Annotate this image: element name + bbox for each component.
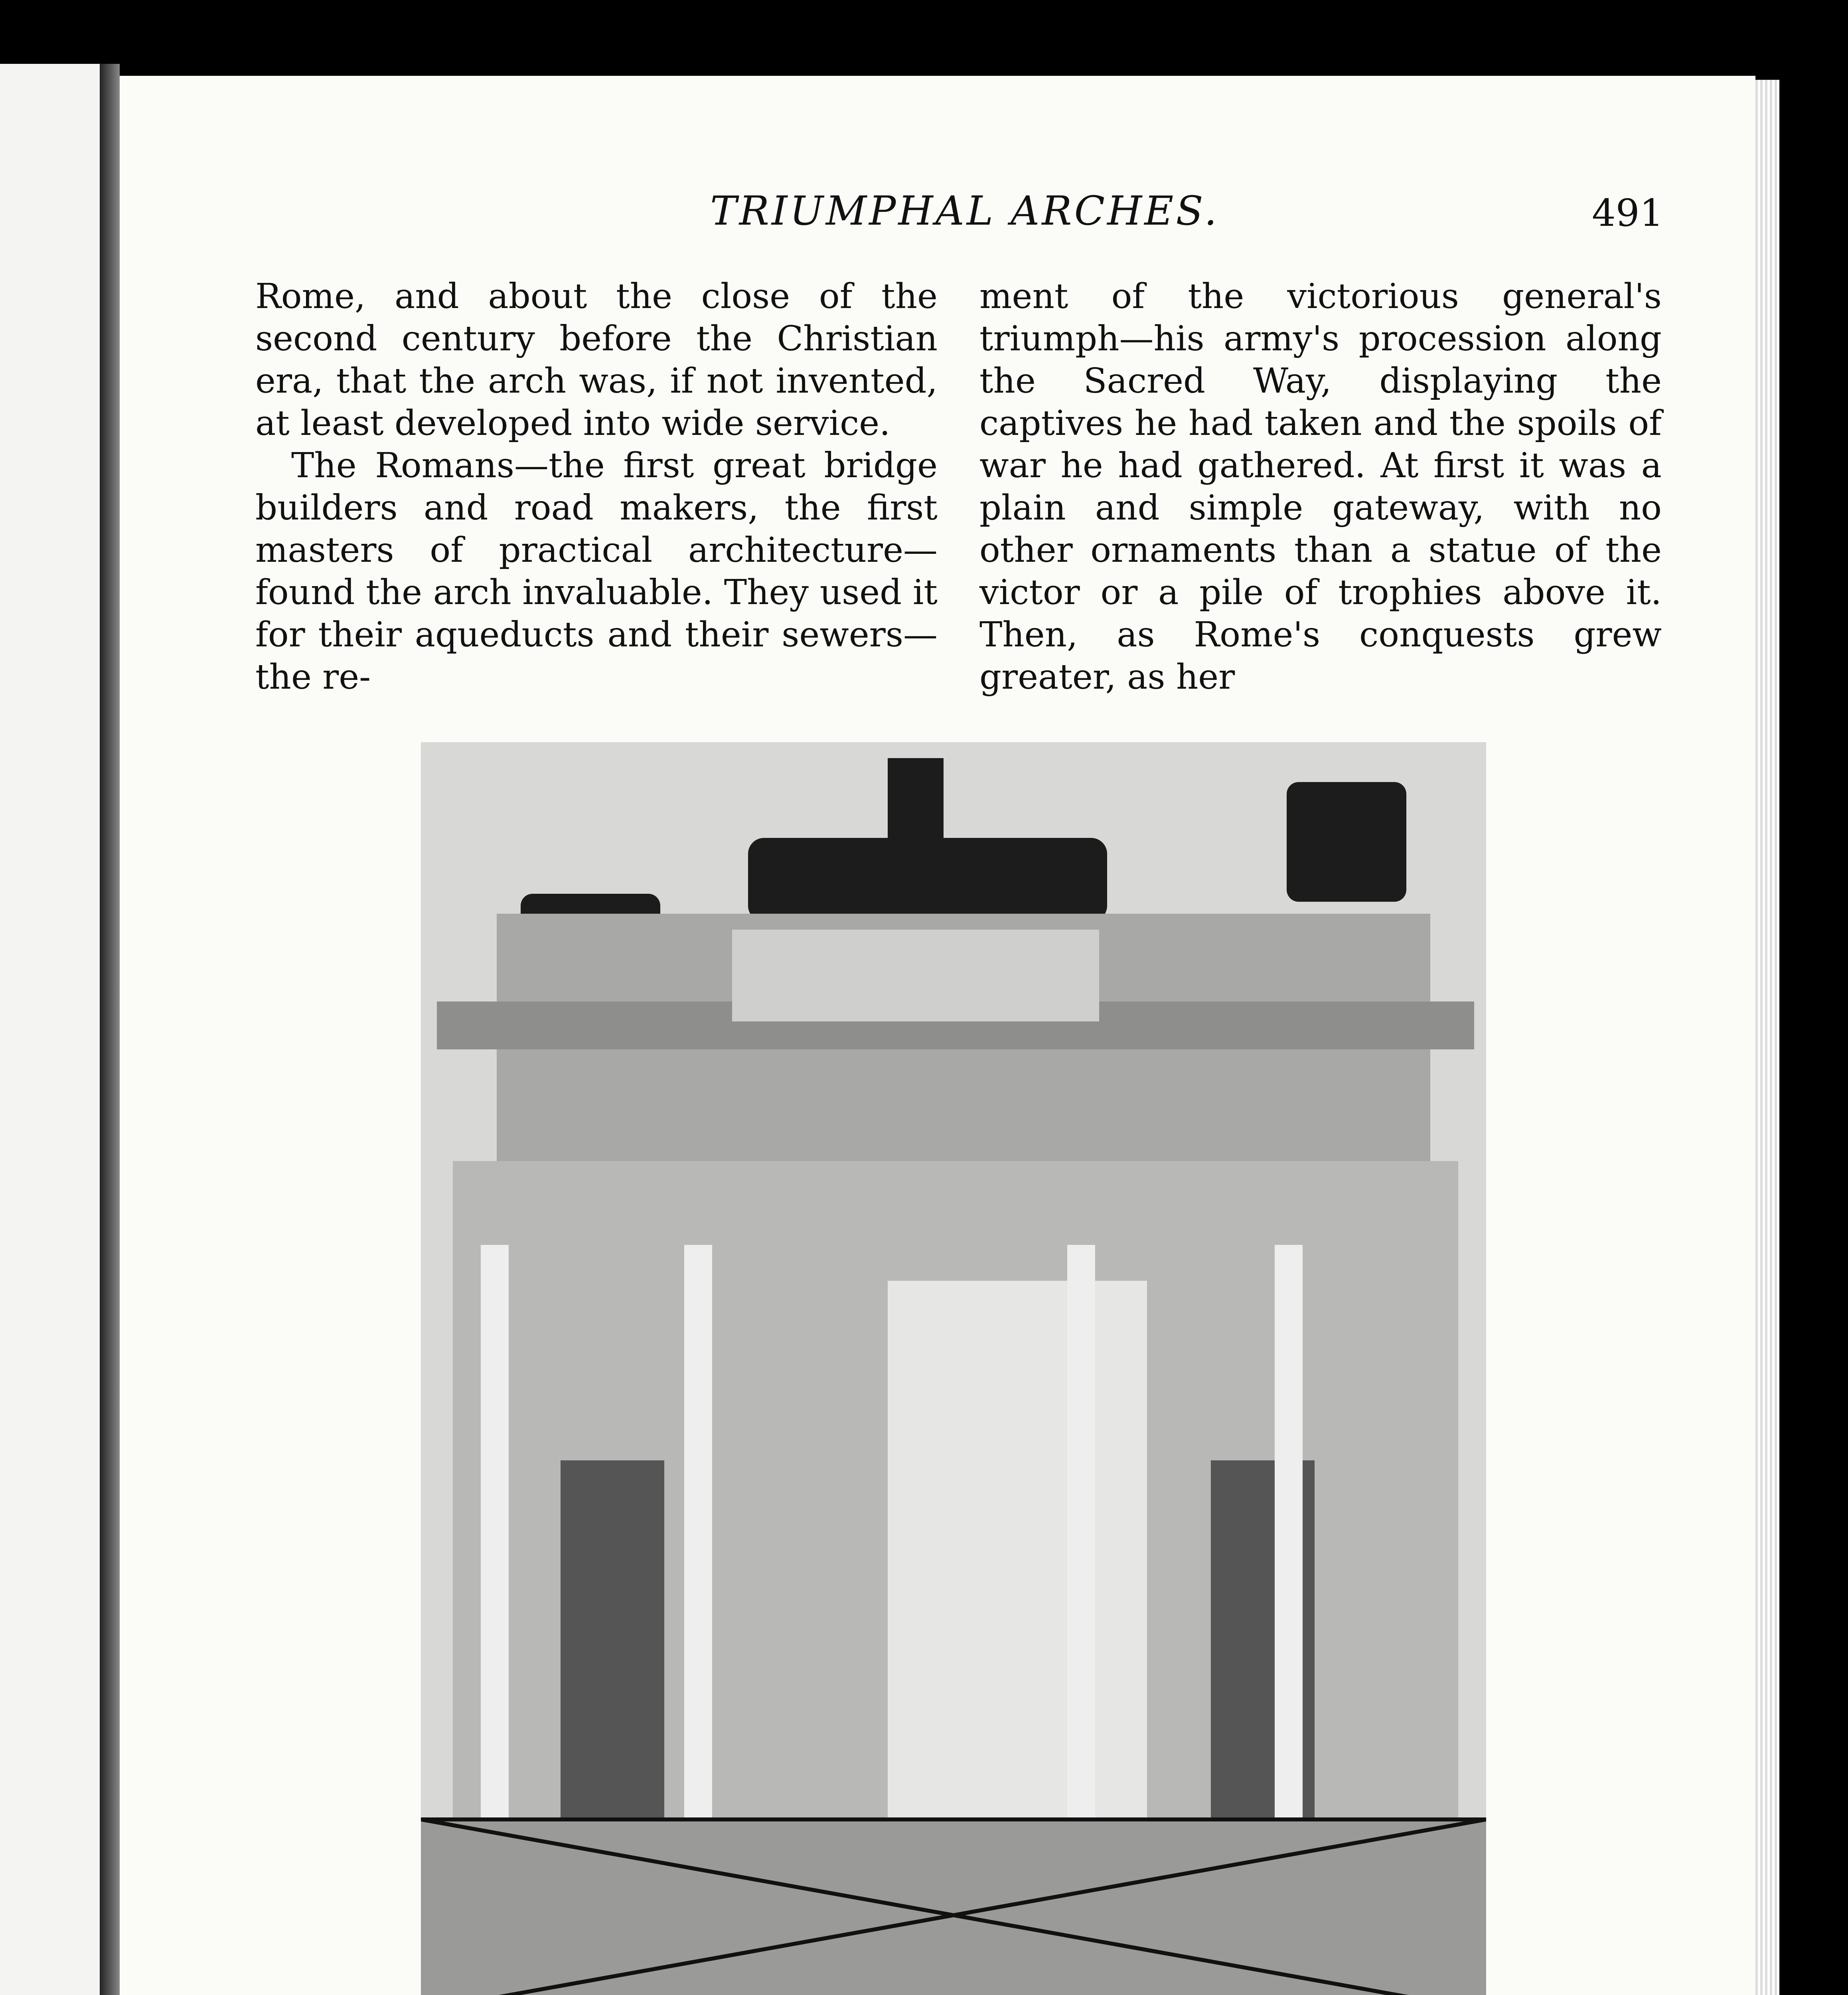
text-column-top-right [979, 275, 1662, 698]
arch-photograph [421, 742, 1486, 1995]
paragraph: The Romans—the first great bridge builders and road makers, the first masters of practical architecture—found the arch invaluable. They used it for their aqueducts and their sewers—the re- [255, 446, 938, 697]
text-column-top-left [255, 275, 938, 698]
paragraph: ment of the victorious general's triumph—his army's procession along the Sacred Way, displaying the captives he had taken and the spoils of war he had gathered. At first it was a plain and simple gateway, with no other ornaments than a statue of the victor or a pile of trophies above it. Then, as Rome's conquests grew greater, as her [979, 277, 1662, 697]
paragraph: Rome, and about the close of the second century before the Christian era, that the arch was, if not invented, at least developed into wide service. [255, 277, 938, 443]
arch-structure [437, 914, 1474, 1819]
page-number: 491 [1592, 192, 1664, 235]
arch-illustration [421, 742, 1486, 1995]
facing-page-edge [0, 64, 100, 1995]
page-stack-edge [1755, 80, 1779, 1995]
running-head: TRIUMPHAL ARCHES. [710, 188, 1220, 234]
book-spine-shadow [100, 64, 120, 1995]
